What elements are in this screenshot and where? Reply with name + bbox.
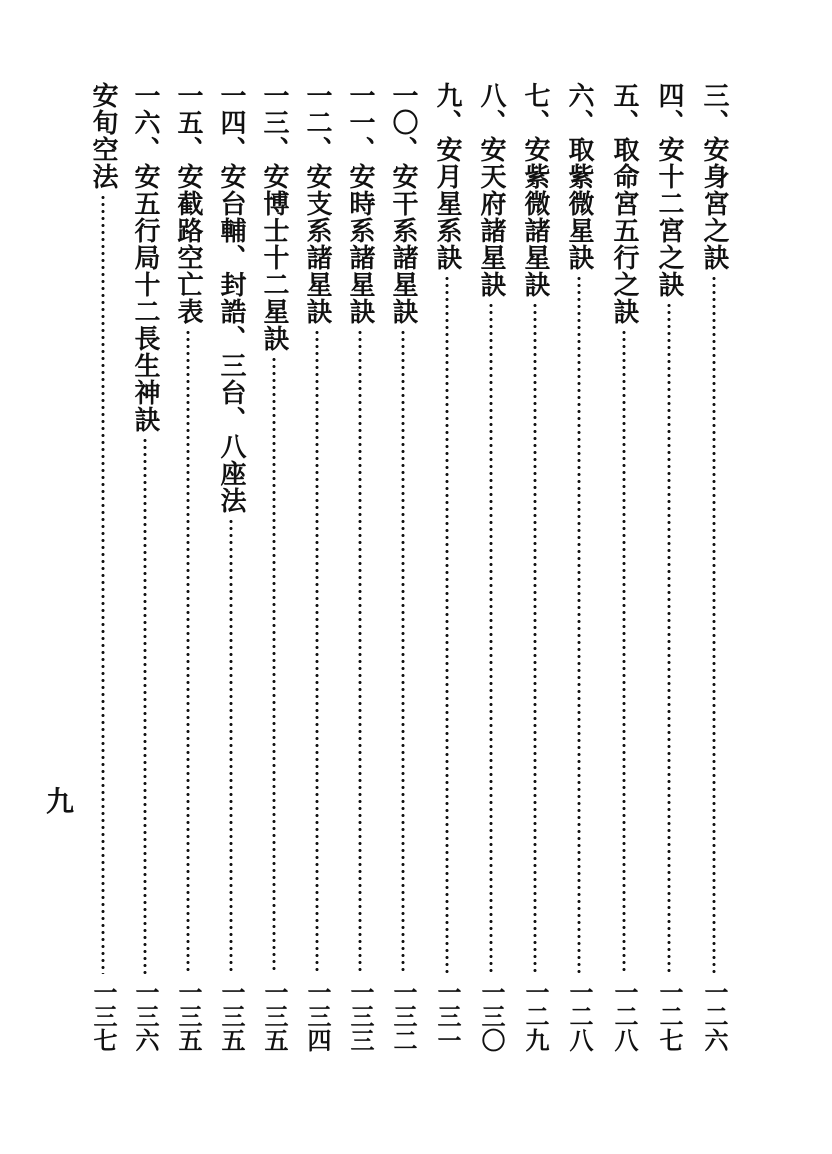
- toc-entry: [297, 82, 337, 1052]
- toc-entry: [515, 82, 555, 1052]
- toc-entry-page: 一三四: [303, 980, 332, 1052]
- dot-leader: [186, 329, 190, 974]
- toc-entry-title: 三、安身宮之訣: [699, 82, 729, 271]
- dot-leader: [533, 302, 537, 974]
- toc-entry: [694, 82, 734, 1052]
- toc-entry-title: 一〇、安干系諸星訣: [388, 82, 418, 325]
- dot-leader: [667, 302, 671, 974]
- toc-entry-page: 一三〇: [477, 980, 506, 1052]
- dot-leader: [577, 275, 581, 974]
- toc-entry-title: 一一、安時系諸星訣: [345, 82, 375, 325]
- toc-entry: [83, 82, 123, 1052]
- toc-entry-page: 一二九: [521, 980, 550, 1052]
- toc-entry-title: 一三、安博士十二星訣: [259, 82, 289, 352]
- toc-entry: [649, 82, 689, 1052]
- toc-entry-page: 一二六: [700, 980, 729, 1052]
- toc-entry-title: 四、安十二宮之訣: [654, 82, 684, 298]
- toc-entry: [427, 82, 467, 1052]
- toc-entry-page: 一三五: [260, 980, 289, 1052]
- toc-entry: [383, 82, 423, 1052]
- toc-entry-page: 一三七: [89, 980, 118, 1052]
- toc-entry-title: 一六、安五行局十二長生神訣: [130, 82, 160, 433]
- toc-entry: [254, 82, 294, 1052]
- toc-entry-page: 一二八: [565, 980, 594, 1052]
- toc-entry: [559, 82, 599, 1052]
- toc-entry-page: 一三二: [389, 980, 418, 1052]
- toc-entry-title: 七、安紫微諸星訣: [520, 82, 550, 298]
- toc-entry: [471, 82, 511, 1052]
- toc-entry-title: 五、取命宮五行之訣: [609, 82, 639, 325]
- page-folio: 九: [46, 785, 75, 818]
- toc-entry-page: 一三三: [346, 980, 375, 1052]
- toc-entry: [125, 82, 165, 1052]
- dot-leader: [229, 518, 233, 974]
- toc-entry: [168, 82, 208, 1052]
- toc-entry-title: 六、取紫微星訣: [564, 82, 594, 271]
- toc-entry: [340, 82, 380, 1052]
- toc-entry-page: 一二七: [655, 980, 684, 1052]
- dot-leader: [101, 194, 105, 974]
- dot-leader: [489, 302, 493, 974]
- dot-leader: [622, 329, 626, 974]
- toc-entry-title: 安旬空法: [88, 82, 118, 190]
- toc-entry-page: 一三一: [433, 980, 462, 1052]
- toc-entry-page: 一三五: [174, 980, 203, 1052]
- dot-leader: [272, 356, 276, 974]
- toc-entry-title: 八、安天府諸星訣: [476, 82, 506, 298]
- dot-leader: [358, 329, 362, 974]
- toc-entry: [604, 82, 644, 1052]
- toc-entry-page: 一二八: [610, 980, 639, 1052]
- dot-leader: [445, 275, 449, 974]
- toc-entry-title: 一四、安台輔、封誥、三台、八座法: [216, 82, 246, 514]
- toc-entry-page: 一三六: [131, 980, 160, 1052]
- toc-entry-title: 一五、安截路空亡表: [173, 82, 203, 325]
- dot-leader: [143, 437, 147, 974]
- dot-leader: [315, 329, 319, 974]
- toc-entry: [211, 82, 251, 1052]
- dot-leader: [712, 275, 716, 974]
- toc-entry-page: 一三五: [217, 980, 246, 1052]
- toc-entry-title: 一二、安支系諸星訣: [302, 82, 332, 325]
- dot-leader: [401, 329, 405, 974]
- toc-entry-title: 九、安月星系訣: [432, 82, 462, 271]
